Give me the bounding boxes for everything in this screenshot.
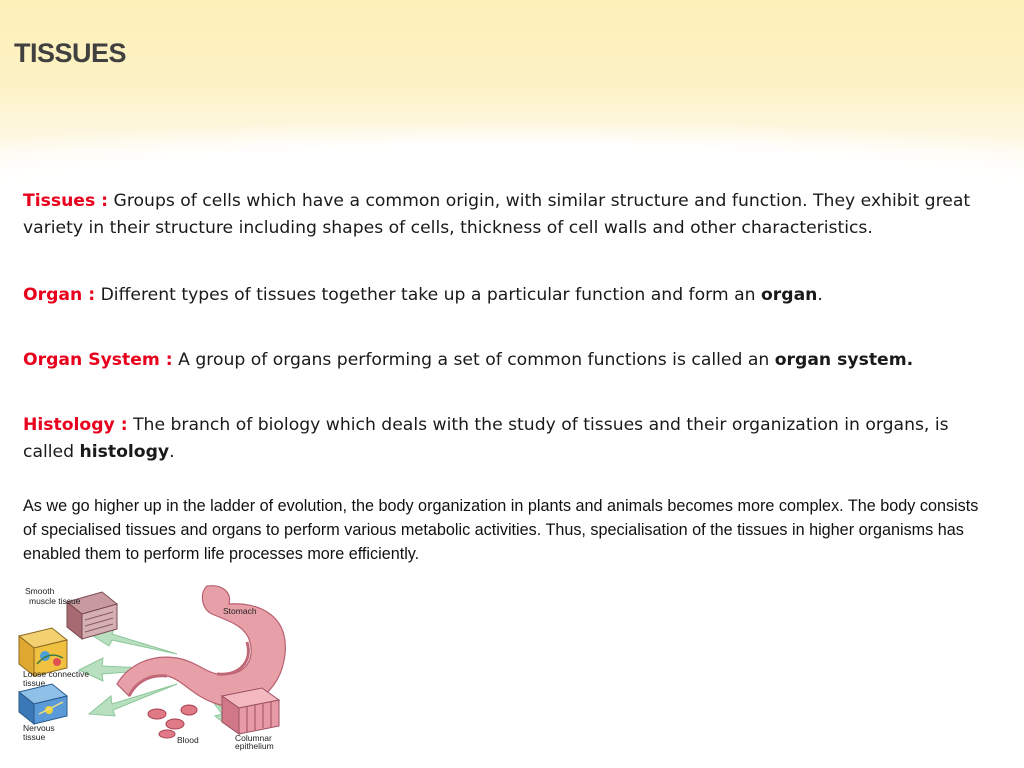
label-nervous-2: tissue (23, 732, 46, 742)
tissue-organ-figure (17, 584, 297, 752)
header-band (0, 0, 1024, 190)
definition-organ-bold: organ (761, 285, 818, 305)
label-smooth-muscle-2: muscle tissue (29, 596, 81, 606)
label-smooth-muscle-1: Smooth (25, 586, 55, 596)
columnar-epithelium-block (222, 688, 279, 734)
label-blood: Blood (177, 735, 199, 745)
term-organ-system: Organ System : (23, 350, 173, 370)
definition-organ (23, 282, 823, 309)
blood-cells (148, 705, 197, 738)
tissue-organ-diagram (17, 584, 297, 752)
definition-organ-end: . (817, 285, 823, 305)
definition-histology (23, 412, 993, 466)
label-nervous-1: Nervous (23, 723, 55, 733)
label-columnar-1: Columnar (235, 733, 272, 743)
slide-title: TISSUES (14, 38, 127, 68)
definition-organ-text: Different types of tissues together take up a particular function and form an (100, 285, 756, 305)
definition-organ-system (23, 347, 913, 374)
nervous-tissue-block (19, 684, 67, 724)
label-stomach: Stomach (223, 606, 257, 616)
definition-organ-system-bold: organ system. (774, 350, 914, 370)
definition-histology-text: The branch of biology which deals with the study of tissues and their organization in organs, is called (23, 415, 949, 462)
term-histology: Histology : (23, 415, 128, 435)
summary-paragraph: As we go higher up in the ladder of evolution, the body organization in plants and animals becomes more complex. The body consists of specialised tissues and organs to perform various metabolic activities. Thus, specialisation of the tissues in higher organisms has enabled them to perform life processes more efficiently. (23, 497, 979, 563)
term-tissues: Tissues : (23, 191, 109, 211)
definition-organ-system-text: A group of organs performing a set of common functions is called an (178, 350, 770, 370)
label-columnar-2: epithelium (235, 741, 274, 751)
label-loose-connective-1: Loose connective (23, 669, 90, 679)
definition-histology-end: . (169, 442, 175, 462)
term-organ: Organ : (23, 285, 96, 305)
label-loose-connective-2: tissue (23, 678, 46, 688)
definition-tissues-text: Groups of cells which have a common origin, with similar structure and function. They exhibit great variety in their structure including shapes of cells, thickness of cell walls and other characteristics. (23, 191, 971, 238)
definition-tissues (23, 188, 993, 242)
definition-histology-bold: histology (79, 442, 170, 462)
